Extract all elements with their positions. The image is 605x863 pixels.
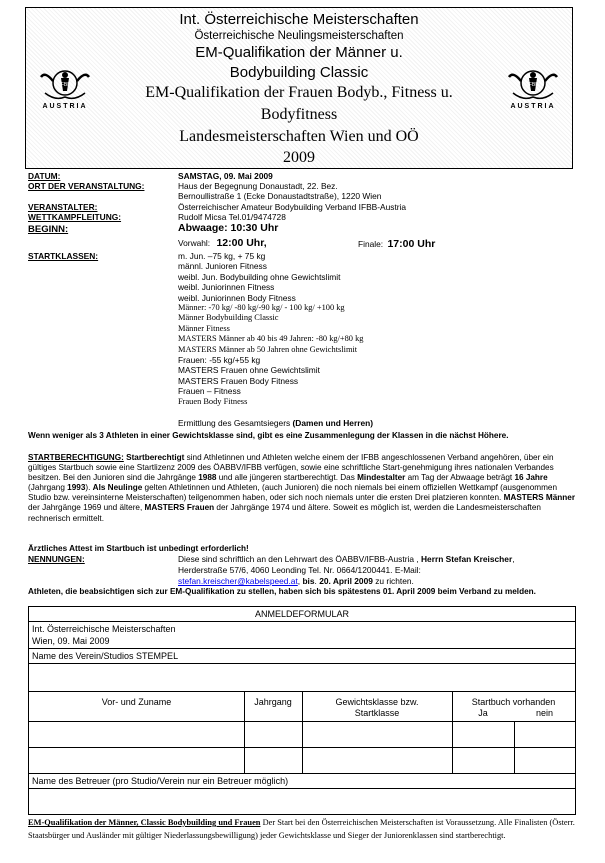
startklasse-item: Männer Bodybuilding Classic (178, 313, 279, 323)
attest-notice: Ärztliches Attest im Startbuch ist unbedingt erforderlich! (28, 544, 249, 553)
anmeldeformular (28, 606, 576, 815)
col-header-jahrgang: Jahrgang (254, 697, 292, 707)
table-row[interactable] (29, 722, 575, 747)
vorwahl-label: Vorwahl: (178, 238, 211, 248)
col-header-ja: Ja (478, 708, 488, 718)
svg-text:IFBB: IFBB (527, 82, 539, 88)
header-box (25, 7, 573, 169)
beginn-label: BEGINN: (28, 224, 69, 235)
nennungen-line-1: Diese sind schriftlich an den Lehrwart des ÖABBV/IFBB-Austria , Herrn Stefan Kreischer, (178, 554, 515, 564)
wettkampf-label: WETTKAMPFLEITUNG: (28, 212, 122, 222)
col-header-name: Vor- und Zuname (101, 697, 172, 707)
table-row[interactable] (29, 748, 575, 773)
datum-value: SAMSTAG, 09. Mai 2009 (178, 171, 273, 181)
footer-text: Der Start bei den Österreichischen Meisterschaften ist Voraussetzung. Alle Finalisten (Österr. Staatsbürger und Ausländer mit gültiger Niederlassungsbewilligung) jeder Gewichtsklasse und Sieger der Juniorenklassen sind startberechtigt. (28, 818, 575, 840)
svg-text:IFBB: IFBB (59, 82, 71, 88)
vorwahl-line (178, 238, 267, 248)
col-header-gewicht-1: Gewichtsklasse bzw. (335, 697, 419, 707)
veranstalter-value: Österreichischer Amateur Bodybuilding Verband IFBB-Austria (178, 202, 407, 212)
startklassen-list (178, 251, 363, 407)
datum-label: DATUM: (28, 171, 61, 181)
beginn-value: Abwaage: 10:30 Uhr (178, 222, 279, 234)
startberechtigung-paragraph: STARTBERECHTIGUNG: Startberechtigt sind Athletinnen und Athleten welche einem der IFBB angeschlossenen Verband angehören, über ein gültiges Startbuch sowie eine Startlizenz 2009 des ÖABBV/IFBB verfügen, sowie eine schriftliche Start-genehmigung ihres nationalen Verbandes besitzen. Bei den Junioren sind die Jahrgänge 1988 und alle jüngeren startberechtigt. Das Mindestalter am Tag der Abwaage beträgt 16 Jahre (Jahrgang 1993). Als Neulinge gelten Athletinnen und Athleten, (auch Junioren) die noch niemals bei einem offiziellen Wettkampf (ausgenommen Studio bzw. vereinsinterne Meisterschaften) teilgenommen haben, oder sich noch niemals unter die ersten Drei platzieren konnten. MASTERS Männer der Jahrgänge 1969 und ältere, MASTERS Frauen der Jahrgänge 1974 und ältere. Soweit es möglich ist, werden die Landesmeisterschaften rechnerisch ermittelt. (28, 453, 576, 523)
form-verein-field[interactable]: Name des Verein/Studios STEMPEL (32, 651, 179, 661)
startklasse-item: weibl. Juniorinnen Fitness (178, 282, 275, 293)
startklasse-item: MASTERS Männer ab 50 Jahren ohne Gewichtslimit (178, 344, 358, 354)
notice-em-qualifikation: Athleten, die beabsichtigen sich zur EM-Qualifikation zu stellen, haben sich bis spätestens 01. April 2009 beim Verband zu melden. (28, 587, 536, 596)
startklasse-item: Männer: -70 kg/ -80 kg/-90 kg/ - 100 kg/ +100 kg (178, 303, 345, 313)
nennungen-line-3: stefan.kreischer@kabelspeed.at, bis. 20. April 2009 zu richten. (178, 576, 414, 586)
startklasse-item: MASTERS Frauen Body Fitness (178, 375, 299, 386)
header-title-3: EM-Qualifikation der Männer u. (195, 44, 403, 61)
startklassen-gesamtsieger: Ermittlung des Gesamtsiegers (Damen und Herren) (178, 418, 374, 428)
ort-value-1: Haus der Begegnung Donaustadt, 22. Bez. (178, 181, 338, 191)
nennungen-label: NENNUNGEN: (28, 554, 85, 564)
footer-bold: EM-Qualifikation der Männer, Classic Bodybuilding und Frauen (28, 818, 261, 827)
col-header-gewicht-2: Startklasse (354, 708, 400, 718)
form-betreuer-field[interactable]: Name des Betreuer (pro Studio/Verein nur ein Betreuer möglich) (32, 776, 289, 786)
startklasse-item: MASTERS Männer ab 40 bis 49 Jahren: -80 kg/+80 kg (178, 334, 364, 344)
footer-paragraph (28, 817, 576, 842)
startklasse-item: Frauen Body Fitness (178, 396, 248, 406)
startklasse-item: weibl. Juniorinnen Body Fitness (178, 292, 296, 303)
startklasse-item: Frauen – Fitness (178, 386, 241, 397)
header-title-6: Bodyfitness (260, 106, 338, 123)
startklasse-item: Frauen: -55 kg/+55 kg (178, 355, 261, 366)
startklassen-label: STARTKLASSEN: (28, 251, 99, 261)
finale-label: Finale: (358, 239, 384, 249)
veranstalter-label: VERANSTALTER: (28, 202, 98, 212)
form-event-name: Int. Österreichische Meisterschaften (32, 624, 176, 634)
email-link[interactable]: stefan.kreischer@kabelspeed.at (178, 576, 298, 586)
col-header-startbuch: Startbuch vorhanden (471, 697, 556, 707)
ort-value-2: Bernoullistraße 1 (Ecke Donaustadtstraße), 1220 Wien (178, 191, 382, 201)
startklasse-item: m. Jun. –75 kg, + 75 kg (178, 251, 266, 261)
header-title-1: Int. Österreichische Meisterschaften (179, 11, 419, 28)
ort-label: ORT DER VERANSTALTUNG: (28, 181, 145, 191)
header-title-7: Landesmeisterschaften Wien und OÖ (179, 128, 419, 145)
startklasse-item: Männer Fitness (178, 323, 230, 333)
wettkampf-value: Rudolf Micsa Tel.01/9474728 (178, 212, 286, 222)
col-header-nein: nein (535, 708, 553, 718)
header-title-2: Österreichische Neulingsmeisterschaften (194, 30, 404, 42)
vorwahl-value: 12:00 Uhr, (216, 237, 267, 249)
logo-austria-label: AUSTRIA (42, 103, 88, 110)
startklasse-item: weibl. Jun. Bodybuilding ohne Gewichtslimit (178, 271, 341, 282)
startklasse-item: MASTERS Frauen ohne Gewichtslimit (178, 365, 320, 376)
header-title-5: EM-Qualifikation der Frauen Bodyb., Fitness u. (145, 84, 453, 101)
nennungen-line-2: Herderstraße 57/6, 4060 Leonding Tel. Nr. 0664/1200441. E-Mail: (178, 565, 421, 575)
header-title-4: Bodybuilding Classic (229, 64, 369, 81)
notice-gewichtsklasse: Wenn weniger als 3 Athleten in einer Gewichtsklasse sind, gibt es eine Zusammenlegung der Klassen in die nächst Höhere. (28, 431, 509, 440)
header-title-8: 2009 (283, 149, 315, 166)
finale-value: 17:00 Uhr (387, 238, 436, 250)
logo-austria-label: AUSTRIA (510, 103, 556, 110)
form-title: ANMELDEFORMULAR (254, 609, 349, 619)
startklasse-item: männl. Junioren Fitness (178, 261, 267, 272)
form-event-date: Wien, 09. Mai 2009 (32, 636, 110, 646)
finale-line (358, 238, 435, 250)
